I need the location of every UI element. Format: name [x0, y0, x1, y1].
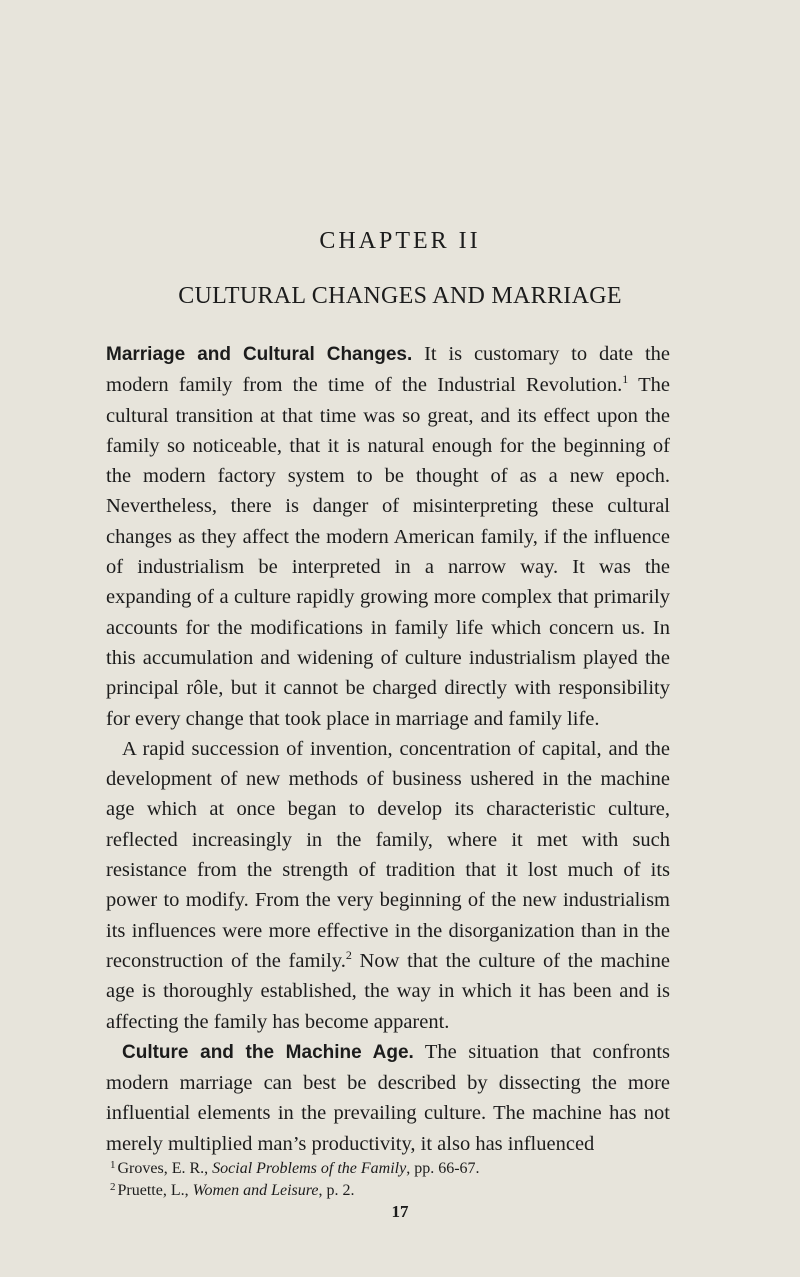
- side-heading-machine-age: Culture and the Machine Age.: [122, 1041, 414, 1063]
- paragraph-2: [106, 734, 670, 1037]
- footnote-pages: , p. 2.: [318, 1182, 355, 1199]
- paragraph-1: [106, 339, 670, 734]
- paragraph-2-text-a: A rapid succession of invention, concentration of capital, and the development of new methods of business ushered in the machine age which at once began to develop its characteristic culture, reflected increasingly in the family, where it met with such resistance from the strength of tradition that it lost much of its power to modify. From the very beginning of the new industrialism its influences were more effective in the disorganization than in the reconstruction of the family.: [106, 737, 670, 972]
- footnote-author: Pruette, L.,: [117, 1182, 193, 1199]
- paragraph-1-text-b: The cultural transition at that time was so great, and its effect upon the family so noticeable, that it is natural enough for the beginning of the modern factory system to be thought of as a new epoch. Nevertheless, there is danger of misinterpreting these cultural changes as they affect the modern American family, if the influence of industrialism be interpreted in a narrow way. It was the expanding of a culture rapidly growing more complex that primarily accounts for the modifications in family life which concern us. In this accumulation and widening of culture industrialism played the principal rôle, but it cannot be charged directly with responsibility for every change that took place in marriage and family life.: [106, 374, 670, 730]
- body-text: [106, 339, 670, 1159]
- footnote-work-title: Women and Leisure: [192, 1182, 319, 1199]
- page-number: 17: [391, 1202, 409, 1221]
- footnote-2: [110, 1180, 670, 1202]
- footnote-ref-1[interactable]: 1: [622, 372, 629, 387]
- paragraph-2-text-b: Now that the culture of the machine age is thoroughly established, the way in which it has been and is affecting the family has become apparent.: [106, 949, 670, 1033]
- footnote-author: Groves, E. R.,: [117, 1160, 213, 1177]
- footnotes: [106, 1158, 670, 1202]
- footnote-mark: 2: [110, 1181, 116, 1193]
- chapter-title: CULTURAL CHANGES AND MARRIAGE: [178, 283, 622, 309]
- footnote-mark: 1: [110, 1159, 116, 1171]
- chapter-label: CHAPTER II: [319, 228, 481, 254]
- paragraph-3: [106, 1037, 670, 1159]
- footnote-ref-2[interactable]: 2: [345, 947, 352, 962]
- side-heading-marriage: Marriage and Cultural Changes.: [106, 344, 413, 365]
- footnote-pages: , pp. 66-67.: [406, 1160, 480, 1177]
- footnote-1: [110, 1158, 670, 1180]
- paragraph-3-text: The situation that confronts modern marriage can best be described by dissecting the more influential elements in the prevailing culture. The machine has not merely multiplied man’s productivity, it also has influenced: [106, 1040, 670, 1155]
- footnote-work-title: Social Problems of the Family: [212, 1160, 407, 1177]
- paragraph-1-text-a: It is customary to date the modern family from the time of the Industrial Revolution.: [106, 343, 670, 397]
